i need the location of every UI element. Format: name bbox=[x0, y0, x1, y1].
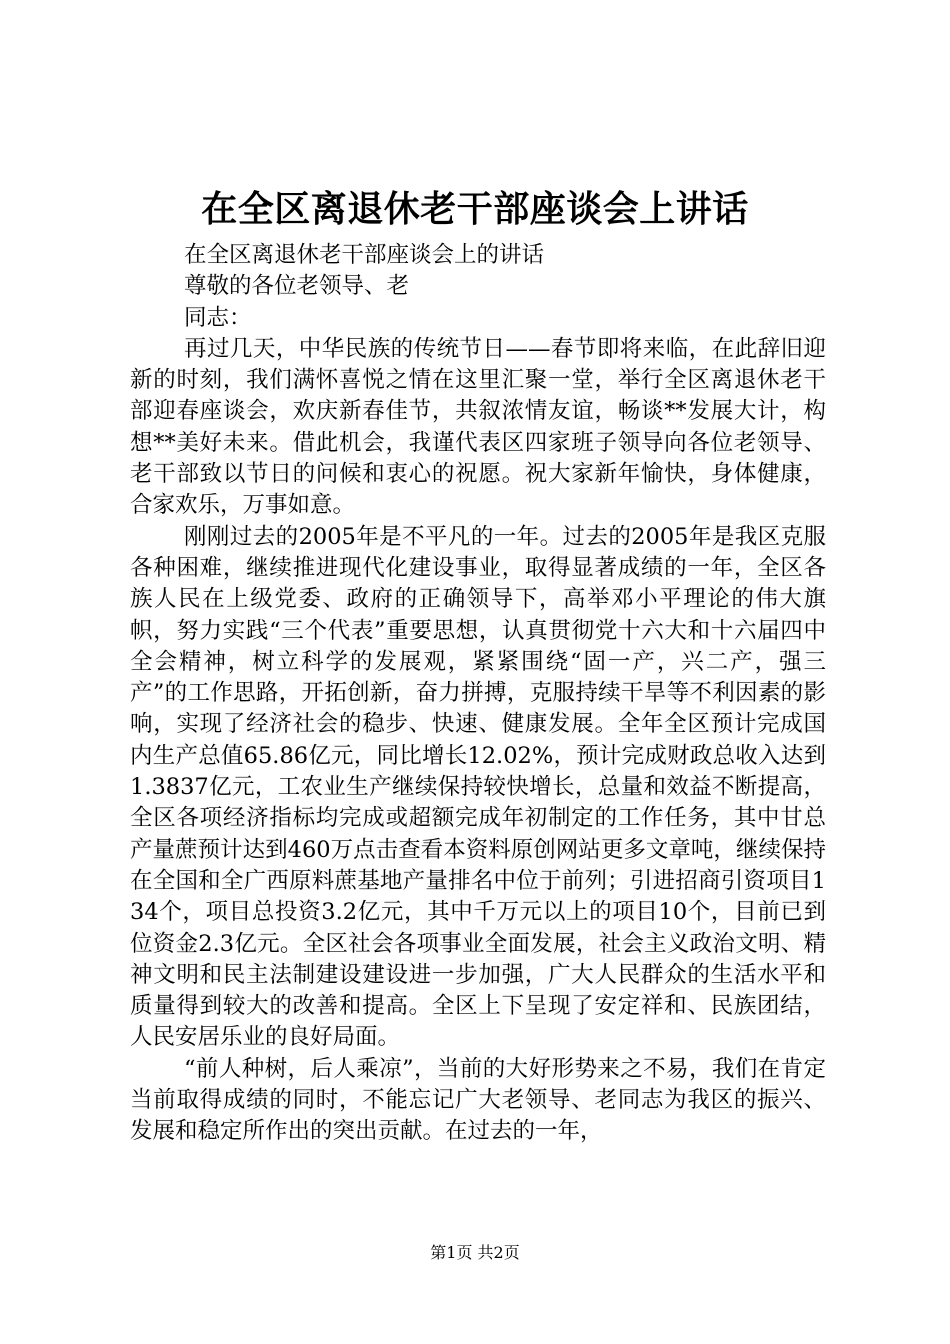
paragraph-achievements: 刚刚过去的2005年是不平凡的一年。过去的2005年是我区克服各种困难，继续推进现代化建设事业，取得显著成绩的一年，全区各族人民在上级党委、政府的正确领导下，高举邓小平理论的伟大旗帜，努力实践“三个代表”重要思想，认真贯彻党十六大和十六届四中全会精神，树立科学的发展观，紧紧围绕“固一产，兴二产，强三产”的工作思路，开拓创新，奋力拼搏，克服持续干旱等不利因素的影响，实现了经济社会的稳步、快速、健康发展。全年全区预计完成国内生产总值65.86亿元，同比增长12.02%，预计完成财政总收入达到1.3837亿元，工农业生产继续保持较快增长，总量和效益不断提高，全区各项经济指标均完成或超额完成年初制定的工作任务，其中甘总产量蔗预计达到460万点击查看本资料原创网站更多文章吨，继续保持在全国和全广西原料蔗基地产量排名中位于前列；引进招商引资项目134个，项目总投资3.2亿元，其中千万元以上的项目10个，目前已到位资金2.3亿元。全区社会各项事业全面发展，社会主义政治文明、精神文明和民主法制建设建设进一步加强，广大人民群众的生活水平和质量得到较大的改善和提高。全区上下呈现了安定祥和、民族团结，人民安居乐业的良好局面。 bbox=[130, 523, 826, 1051]
paragraph-greeting: 再过几天，中华民族的传统节日——春节即将来临，在此辞旧迎新的时刻，我们满怀喜悦之情在这里汇聚一堂，举行全区离退休老干部迎春座谈会，欢庆新春佳节，共叙浓情友谊，畅谈**发展大计，构想**美好未来。借此机会，我谨代表区四家班子领导向各位老领导、老干部致以节日的问候和衷心的祝愿。祝大家新年愉快，身体健康，合家欢乐，万事如意。 bbox=[130, 335, 826, 519]
document-body bbox=[130, 240, 826, 1148]
paragraph-contributions: “前人种树，后人乘凉”，当前的大好形势来之不易，我们在肯定当前取得成绩的同时，不能忘记广大老领导、老同志为我区的振兴、发展和稳定所作出的突出贡献。在过去的一年， bbox=[130, 1055, 826, 1145]
document-title: 在全区离退休老干部座谈会上讲话 bbox=[201, 188, 749, 230]
salutation-line-1: 尊敬的各位老领导、老 bbox=[184, 273, 410, 300]
page-number-footer: 第1页 共2页 bbox=[430, 1243, 520, 1262]
speech-subtitle: 在全区离退休老干部座谈会上的讲话 bbox=[184, 242, 545, 268]
salutation-line-2: 同志： bbox=[184, 304, 252, 331]
